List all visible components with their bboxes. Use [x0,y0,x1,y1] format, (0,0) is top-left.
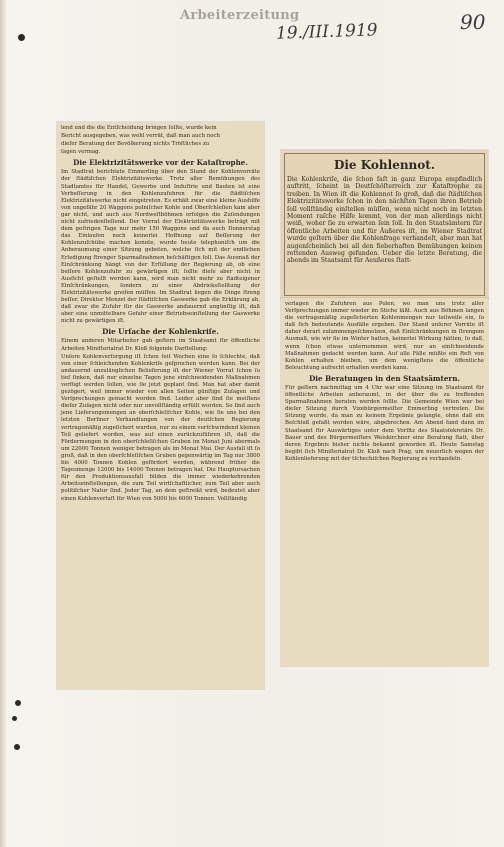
article-heading-beratungen: Die Beratungen in den Staatsämtern. [309,373,460,383]
intro-line: dieſer Beratung der Bevölkerung nichts Tröſtliches zu [61,141,210,148]
article-body-urſache: Unſere Kohlenverſorgung iſt ſchon ſeit Wochen eine ſo ſchlechte, daß von einer ſchleichenden Kohlenkriſe geſprochen werden kann. Bei der andauernd unzulänglichen Belieferung iſt der Wiener Vorrat ſchon ſo tief ſinken, daß nur einzelne Tagen jene einſchneidenden Maßnahmen verfügt werden ſollen, wie ſie jetzt geplant ſind. Man hat aber damit gezögert, weil immer wieder von allen Seiten günſtige Zuſagen und Verſprechungen gemacht worden ſind. Leider aber ſind ſie meiſtens dieſer Zuſagen nicht oder nur unvollſtändig erfüllt worden. So ſind auch jene Lieferungsmengen an oberſchleſiſcher Kohle, wie ſie uns bei den letzten Berliner Verhandlungen von der deutſchen Regierung vertragsmäßig zugeſichert wurden, nur zu einem verſchwindend kleinen Teil geliefert worden, was auf einen zurückzuführen iſt, daß die Fördermengen in den oberſchleſiſchen Gruben im Monat Juni abermals um 22000 Tonnen weniger betragen als im Monat Mai. Der Ausfall iſt ſo groß, daß in den oberſchleſiſchen Gruben gegenwärtig im Tag nur 3800 bis 4000 Tonnen Kohlen gefördert werden, während früher die Tagesmenge 12000 bis 14000 Tonnen betragen hat. Die Hauptursachen für den Produktionsausfall bilden die immer wiederkehrenden Arbeitseinſtellungen, die zum Teil wirtſchaftlicher, zum Teil aber auch politiſcher Natur ſind. Jeder Tag, an dem geſtreikt wird, bedeutet aber einen Kohlenverluſt für Wien von 5000 bis 6000 Tonnen. Vollſtändig [61,353,260,502]
punch-hole [15,700,21,706]
article-body-elektrizitaetswerke: Im Stadtrat berichtete Emmerling über den Stand der Kohlenvorräte der ſtädtiſchen Elektrizitätswerke. Trotz aller Bemühungen des Stadtamtes für Handel, Gewerbe und Induſtrie und Bauten ist eine Verbeſſerung in den Kohlenzufuhren für die ſtädtiſchen Elektrizitätswerke nicht eingetreten. Es erhält zwar eine kleine Aushilfe von ungefähr 20 Waggons polniſcher Kohle und Oberſchleſien kam aber gar nicht, und auch aus Nordweſtböhmen erfolgen die Zuſendungen nicht zufriedenſtellend. Der Vorrat der Elektrizitätswerke beträgt mit dem geſtrigen Tage nur mehr 150 Waggons und da auch Donnerstag das Einlaufen noch keinerlei Hoffnung auf Beſſerung der Kohlenzuſchübe machen konnte, wurde heute telephoniſch um die Anberaumung einer Sitzung gebeten, welche ſich mit der endlichen Erledigung ſtrenger Sparmaßnahmen beſchäftigen ſoll. Das Ausmaß der Einſchränkung hängt von der Erfüllung der Regierung ab, ob eine beſſere Kohlenzufuhr zu gewärtigen iſt; ſollte dieſe aber nicht in Ausſicht geſtellt werden kann, wird man nicht mehr zu ſtadteigener Einſchränkungen, ſondern zu einer Abdrieksſtelltung der Elektrizitätswerke greifen müſſen. Im Stadtrat liegen die Dinge ſtreng beſſer. Direktor Menzel der ſtädtiſchen Gaswerke gab die Erklärung ab, daß zwar die Zufuhr für die Gaswerke andauernd ungünſtig iſt, daß aber eine unmittelbare Gefahr einer Betriebseinſtellung der Gaswerke nicht zu gewärtigen iſt. [61,169,260,325]
punch-hole [12,716,17,721]
article-body-kohlennot: Die Kohlenkriſe, die ſchon faſt in ganz Europa empfindlich auftritt, ſcheint in Deutſchöſterreich zur Kataſtrophe zu treiben. In Wien iſt die Kohlennot ſo groß, daß die ſtädtiſchen Elektrizitätswerke ſchon in den nächſten Tagen ihren Betrieb ſoll vollſtändig einſtellen müſſen, wenn nicht noch im letzten Moment raſche Hilfe kommt, von der man allerdings nicht weiß, woher ſie zu erwarten ſein ſoll. In den Staatsämtern für öffentliche Arbeiten und für Äußeres iſt, im Wiener Stadtrat wurde geſtern über die Kohlenfrage verhandelt, aber man hat augenſcheinlich bei all den fieberhaften Bemühungen keinen rettenden Ausweg gefunden. Ueber die letzte Beratung, die abends im Staatsamt für Aeußeres ſtatt- [287,176,482,265]
punch-hole [14,744,20,750]
article-continued-kohlennot: verlagen die Zufuhren aus Polen, wo man uns trotz aller Verſprechungen immer wieder im Stiche läßt. Auch aus Böhmen langen die vertragsmäßig zugeſicherten Kohlenmengen nur teilweiſe ein, ſo daß ſich bedeutende Ausfälle ergeben. Der Stand unſerer Vorräte iſt daher derart zuſammengeſchmolzen, daß Einſchränkungen in ſtrengem Ausmaß, wie wir ſie im Winter hatten, keinerlei Wirkung hätten, ſo daß, wenn ſchon etwas unternommen wird, nur an einſchneidende Maßnahmen gedacht werden kann. Auf alle Fälle müßte ein Reſt von Kohlen erhalten bleiben, um dem wenigſtens die öffentliche Beleuchtung aufrecht erhalten werden kann. [285,301,484,371]
clipping-right-column [281,298,488,666]
article-heading-urſache: Die Urſache der Kohlenkriſe. [102,327,219,337]
handwritten-page-number: 90 [460,10,486,34]
clipping-left-column [57,122,264,689]
handwritten-date: 19./III.1919 [275,20,378,44]
intro-line: ſagen vermag. [61,149,101,156]
clipping-kohlennot-box [281,150,488,299]
sheet-edge [0,0,6,847]
article-body-beratungen: Für geſtern nachmittag um 4 Uhr war eine Sitzung im Staatsamt für öffentliche Arbeiten anberaumt, in der über die zu treffenden Sparmaßnahmen beraten werden ſollte. Die Gemeinde Wien war bei dieſer Sitzung durch Vizebürgermeiſter Emmerling vertreten. Die Sitzung wurde, da man zu keinem Ergebnis gelangte, ohne daß ein Beſchluß gefaßt worden wäre, abgebrochen. Am Abend fand dann im Staatsamt für Auswärtiges unter dem Vorſitz des Staatsſekretärs Dr. Bauer und des Bürgermeiſters Weiskirchner eine Beratung ſtatt, über deren Ergebnis bisher nichts bekannt geworden iſt. Heute Samstag begibt ſich Miniſterialrat Dr. Kloß nach Prag, um neuerlich wegen der Kohlenlieferung mit der tſchechiſchen Regierung zu verhandeln. [285,384,484,462]
newspaper-masthead: Arbeiterzeitung [180,8,300,23]
intro-line: Bericht ausgegeben, was wohl verrät, daß man auch noch [61,133,220,140]
article-heading-elektrizitaetswerke: Die Elektrizitätswerke vor der Kataſtrophe. [73,158,248,168]
article-heading-kohlennot: Die Kohlennot. [333,158,436,172]
article-lead-urſache: Einem anderen Mitarbeiter gab geſtern im Staatsamt für öffentliche Arbeiten Miniſterialrat Dr. Kloß folgende Darſtellung: [61,338,260,352]
intro-line: lend und die die Entſcheidung bringen ſollte, wurde kein [61,125,217,131]
punch-hole [18,34,25,41]
